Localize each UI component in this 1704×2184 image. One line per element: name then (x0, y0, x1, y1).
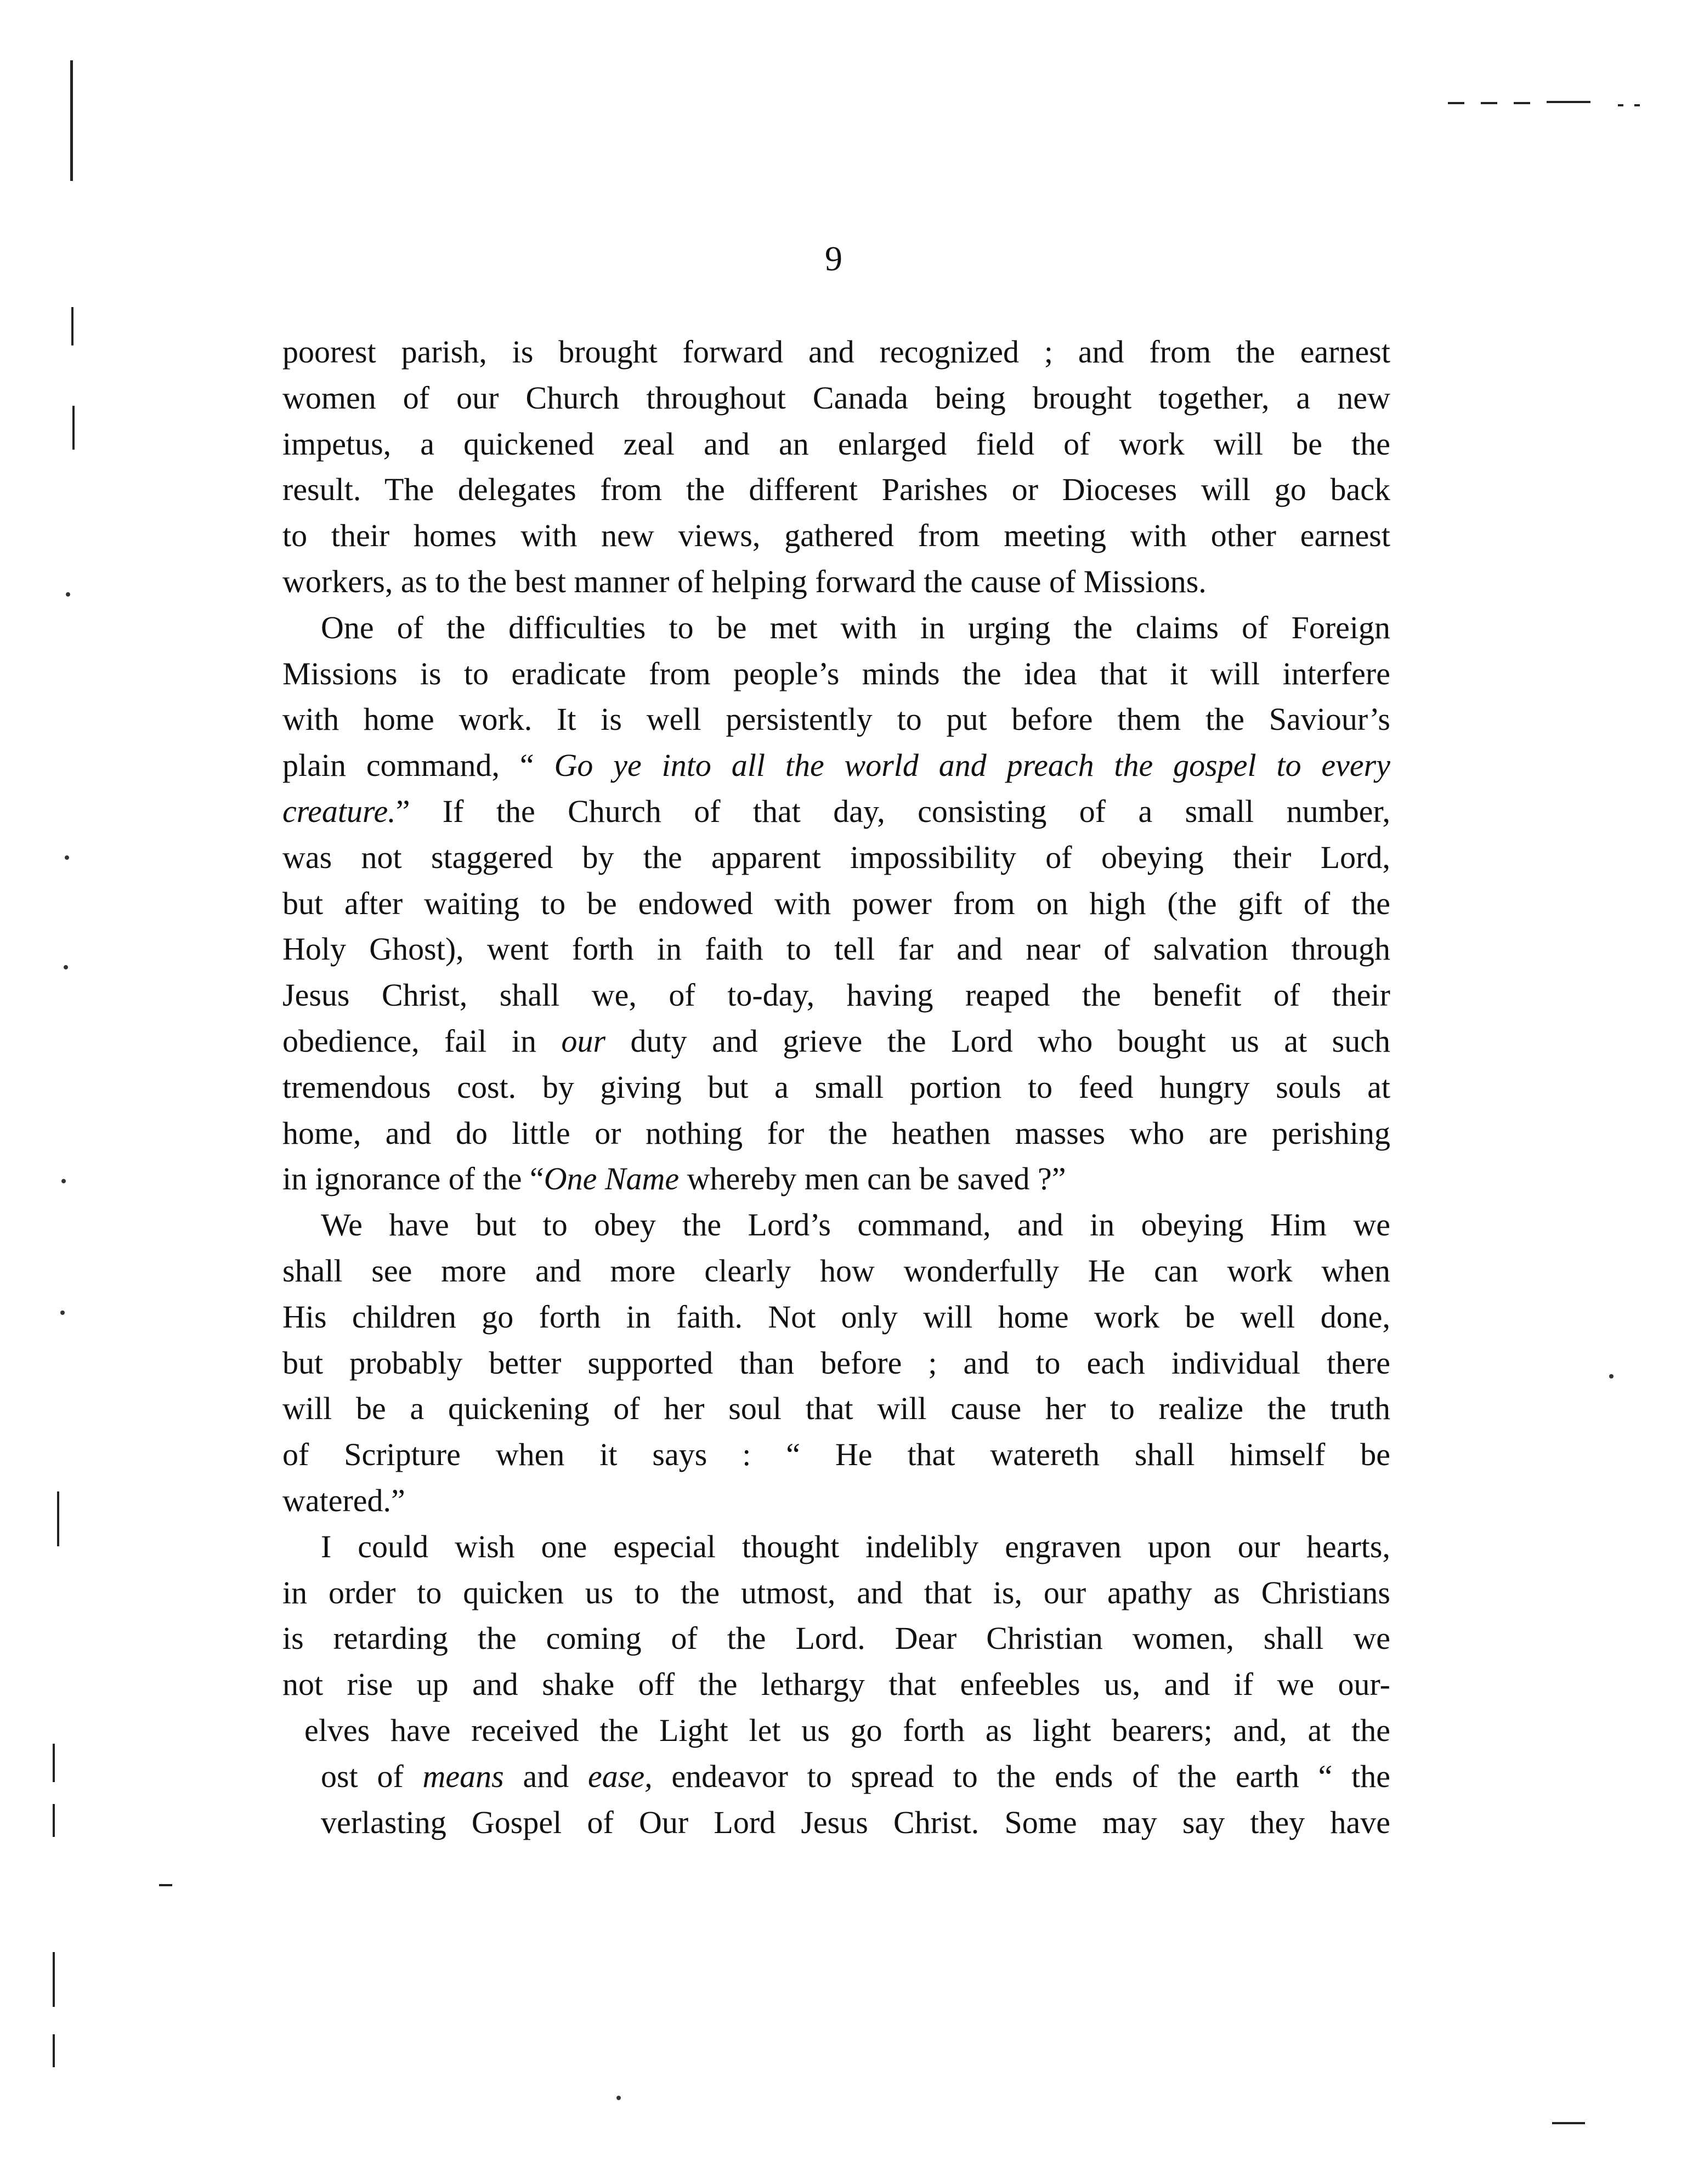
text-segment: result. The delegates from the different Parishes or Dioceses will go back (282, 472, 1390, 508)
text-line (282, 375, 1390, 421)
text-segment: Holy Ghost), went forth in faith to tell far and near of salvation through (282, 931, 1390, 967)
scan-dash (159, 1884, 172, 1886)
text-segment: One of the difficulties to be met with in urging the claims of Foreign (321, 609, 1390, 645)
scan-speck (65, 855, 69, 860)
text-line (282, 559, 1390, 605)
scan-dash (1634, 104, 1640, 106)
text-segment: to their homes with new views, gathered from meeting with other earnest (282, 518, 1390, 554)
text-segment: We have but to obey the Lord’s command, and in obeying Him we (321, 1207, 1390, 1243)
text-line (282, 788, 1390, 835)
text-segment: is retarding the coming of the Lord. Dear Christian women, shall we (282, 1620, 1390, 1657)
scan-margin-rule (53, 1952, 55, 2007)
text-segment: ost of (321, 1758, 423, 1794)
text-segment: workers, as to the best manner of helping forward the cause of Missions. (282, 563, 1207, 599)
scan-speck (64, 965, 68, 969)
text-segment: impetus, a quickened zeal and an enlarged field of work will be the (282, 426, 1390, 462)
text-line (282, 1110, 1390, 1156)
text-segment: will be a quickening of her soul that will cause her to realize the truth (282, 1391, 1390, 1427)
scan-margin-rule (72, 406, 75, 450)
scan-speck (66, 592, 70, 597)
scan-margin-rule (71, 307, 73, 345)
text-segment: shall see more and more clearly how wonderfully He can work when (282, 1252, 1390, 1289)
text-segment: His children go forth in faith. Not only will home work be well done, (282, 1298, 1390, 1335)
text-line (282, 1615, 1390, 1661)
text-segment: but after waiting to be endowed with power from on high (the gift of the (282, 885, 1390, 921)
text-line (282, 421, 1390, 467)
page-number: 9 (825, 239, 842, 278)
italic-text: ease, (588, 1758, 653, 1794)
text-segment: whereby men can be saved ?” (679, 1161, 1066, 1197)
text-line (282, 1708, 1390, 1754)
text-segment: and (503, 1758, 588, 1794)
text-segment: obedience, fail in (282, 1023, 562, 1059)
scan-margin-rule (53, 1804, 55, 1837)
text-segment: plain command, “ (282, 747, 554, 784)
text-segment: ” If the Church of that day, consisting of a small number, (395, 793, 1390, 829)
text-line (282, 1340, 1390, 1386)
text-line (282, 1064, 1390, 1110)
scan-speck (60, 1311, 65, 1315)
scan-speck (1609, 1374, 1614, 1379)
text-line (282, 605, 1390, 651)
scan-dash (1514, 102, 1530, 104)
text-line (282, 1018, 1390, 1064)
text-line (282, 881, 1390, 927)
text-line (282, 1156, 1390, 1202)
body-text (282, 329, 1390, 1845)
text-segment: elves have received the Light let us go forth as light bearers; and, at the (304, 1712, 1390, 1748)
scan-dash (1552, 2122, 1585, 2124)
text-line (282, 835, 1390, 881)
scan-dash (1448, 102, 1464, 104)
scan-dash (1547, 101, 1590, 103)
text-line (282, 1202, 1390, 1248)
text-line (282, 1570, 1390, 1616)
text-line (282, 1524, 1390, 1570)
scan-speck (61, 1179, 66, 1183)
text-line (282, 1478, 1390, 1524)
text-segment: in order to quicken us to the utmost, and that is, our apathy as Christians (282, 1574, 1390, 1610)
italic-text: our (561, 1023, 606, 1059)
text-segment: women of our Church throughout Canada being brought together, a new (282, 379, 1390, 416)
text-line (282, 742, 1390, 788)
text-segment: Missions is to eradicate from people’s minds the idea that it will interfere (282, 655, 1390, 691)
scan-speck (616, 2096, 621, 2100)
scan-margin-rule (57, 1491, 59, 1546)
text-line (282, 926, 1390, 972)
italic-text: creature. (282, 793, 396, 829)
italic-text: Go ye into all the world and preach the gospel to every (554, 747, 1390, 784)
text-segment: with home work. It is well persistently to put before them the Saviour’s (282, 701, 1390, 738)
text-segment: home, and do little or nothing for the heathen masses who are perishing (282, 1115, 1390, 1151)
text-segment: tremendous cost. by giving but a small portion to feed hungry souls at (282, 1069, 1390, 1105)
text-segment: verlasting Gospel of Our Lord Jesus Christ. Some may say they have (321, 1804, 1390, 1840)
text-line (282, 1432, 1390, 1478)
text-segment: was not staggered by the apparent impossibility of obeying their Lord, (282, 839, 1390, 875)
text-segment: poorest parish, is brought forward and recognized ; and from the earnest (282, 334, 1390, 370)
scan-margin-rule (53, 2034, 55, 2067)
text-line (282, 1386, 1390, 1432)
text-line (282, 1800, 1390, 1846)
text-segment: Jesus Christ, shall we, of to-day, having reaped the benefit of their (282, 977, 1390, 1013)
scan-margin-rule (53, 1744, 55, 1782)
text-segment: in ignorance of the “ (282, 1161, 544, 1197)
text-segment: not rise up and shake off the lethargy that enfeebles us, and if we our- (282, 1666, 1390, 1703)
italic-text: One Name (544, 1161, 680, 1197)
text-segment: of Scripture when it says : “ He that watereth shall himself be (282, 1437, 1390, 1473)
text-line (282, 1754, 1390, 1800)
text-segment: I could wish one especial thought indelibly engraven upon our hearts, (321, 1528, 1390, 1564)
text-segment: watered.” (282, 1482, 405, 1518)
text-line (282, 1294, 1390, 1340)
scan-dash (1618, 104, 1623, 106)
text-line (282, 513, 1390, 559)
scan-dash (1481, 102, 1497, 104)
text-line (282, 1661, 1390, 1708)
text-segment: duty and grieve the Lord who bought us at such (605, 1023, 1390, 1059)
text-line (282, 467, 1390, 513)
text-line (282, 972, 1390, 1018)
text-segment: but probably better supported than before ; and to each individual there (282, 1345, 1390, 1381)
italic-text: means (422, 1758, 504, 1794)
text-line (282, 329, 1390, 375)
text-segment: endeavor to spread to the ends of the earth “ the (652, 1758, 1390, 1794)
text-line (282, 696, 1390, 742)
scan-margin-rule (70, 60, 73, 181)
text-line (282, 1248, 1390, 1294)
text-line (282, 651, 1390, 697)
